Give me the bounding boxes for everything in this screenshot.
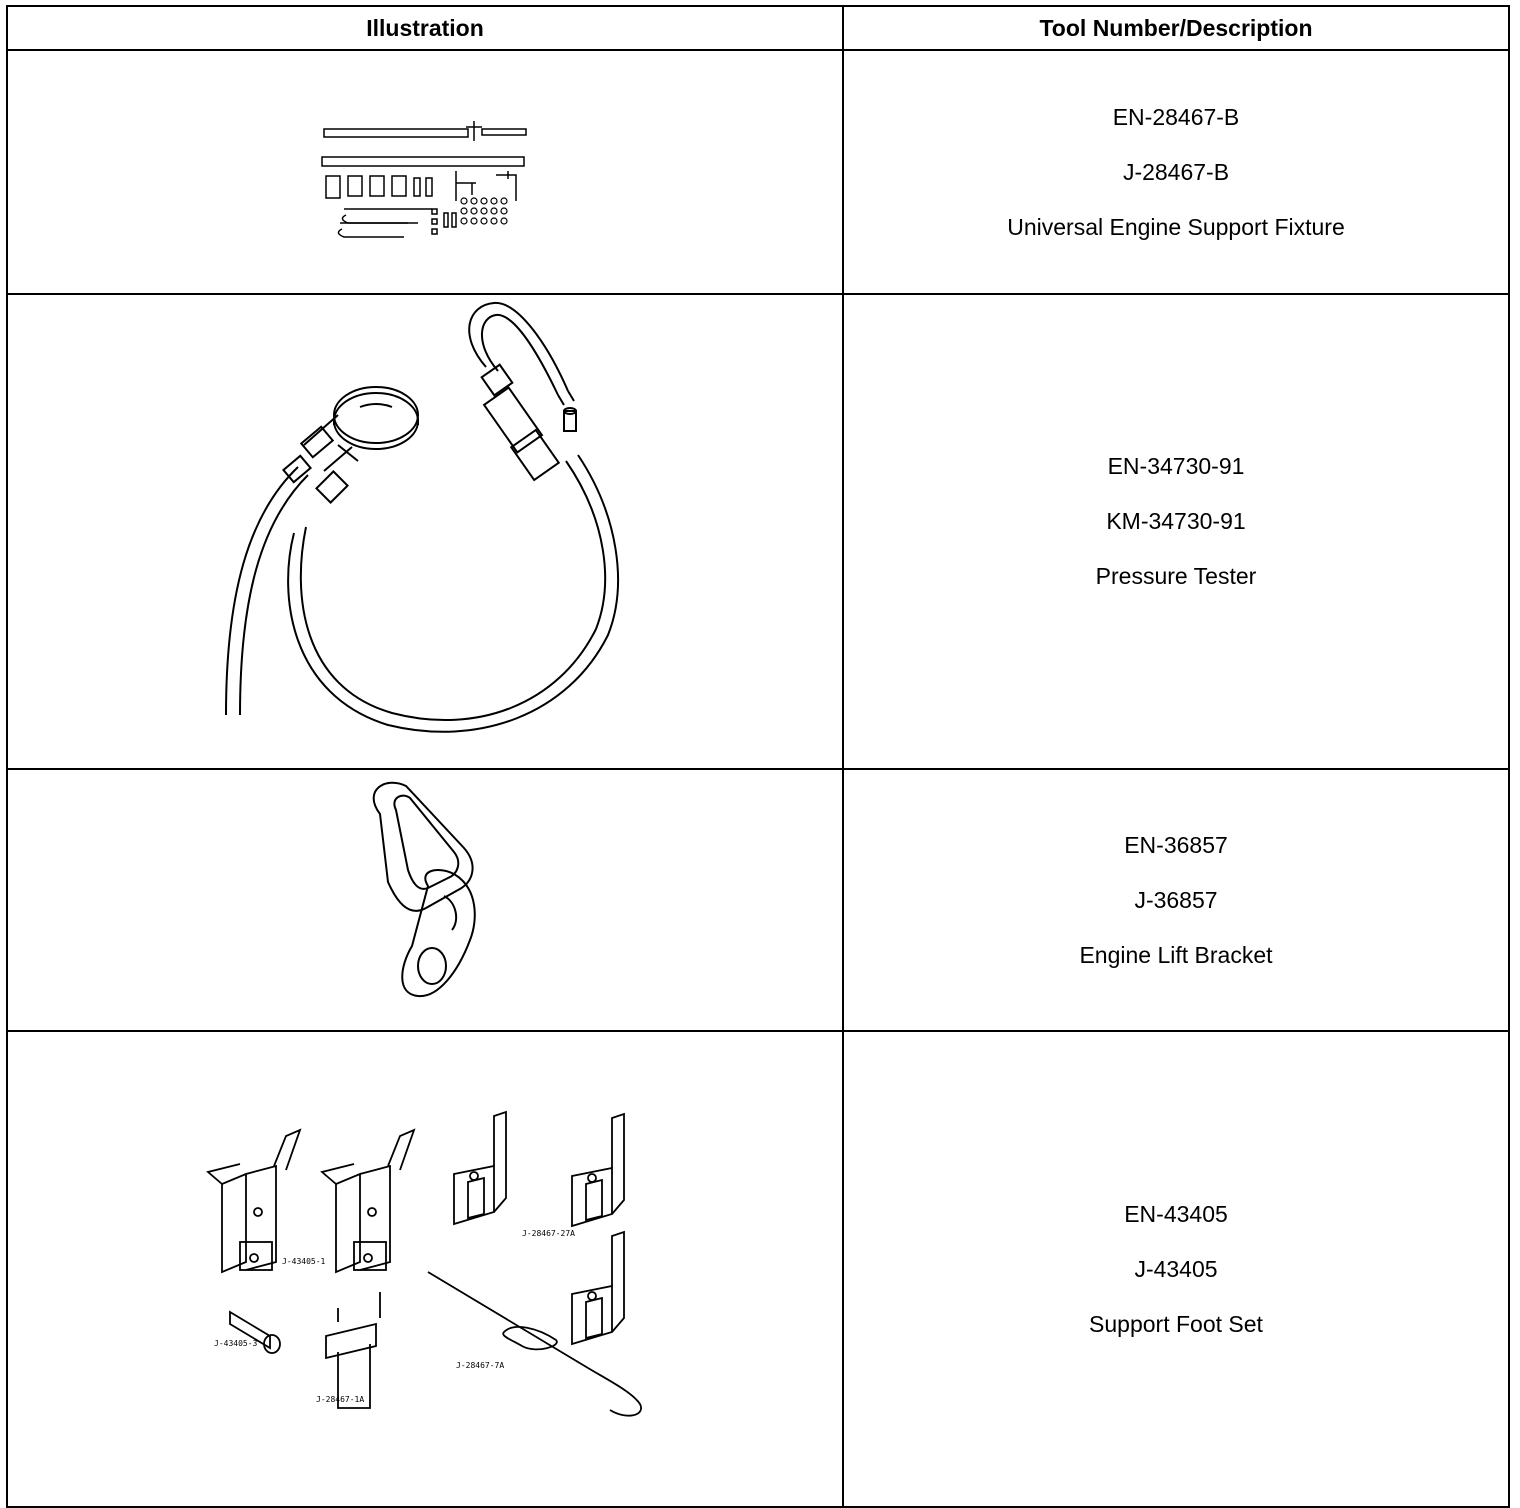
description-cell (843, 1031, 1509, 1507)
table-row (7, 769, 1509, 1031)
tool-table (6, 5, 1510, 1508)
description-cell (843, 50, 1509, 294)
pressure-tester-illustration (8, 295, 844, 768)
header-illustration: Illustration (7, 6, 843, 50)
tool-number-en: EN-43405 (1124, 1200, 1228, 1227)
tool-number-alt: J-28467-B (1122, 158, 1230, 185)
tool-description: Universal Engine Support Fixture (1007, 213, 1345, 240)
part-labels (214, 1229, 575, 1404)
description-cell (843, 294, 1509, 769)
part-label: J-43405-3 (214, 1339, 258, 1348)
illustration-cell (7, 50, 843, 294)
illustration-cell (7, 769, 843, 1031)
illustration-cell (7, 294, 843, 769)
illustration-cell (7, 1031, 843, 1507)
part-label: J-43405-1 (282, 1257, 326, 1266)
tool-number-alt: J-43405 (1134, 1255, 1218, 1282)
tool-number-en: EN-34730-91 (1107, 453, 1245, 479)
tool-description: Pressure Tester (1095, 563, 1257, 589)
tool-number-en: EN-36857 (1124, 831, 1228, 858)
tool-number-alt: J-36857 (1134, 886, 1218, 913)
tool-description: Engine Lift Bracket (1079, 941, 1273, 968)
support-foot-set-illustration (8, 1032, 844, 1506)
table-row (7, 1031, 1509, 1507)
table-row (7, 50, 1509, 294)
part-label: J-28467-27A (522, 1229, 575, 1238)
table-row (7, 294, 1509, 769)
tool-description: Support Foot Set (1089, 1310, 1263, 1337)
tool-number-en: EN-28467-B (1112, 103, 1240, 130)
engine-lift-bracket-illustration (8, 770, 844, 1030)
tool-number-alt: KM-34730-91 (1106, 508, 1246, 534)
part-label: J-28467-7A (456, 1361, 505, 1370)
description-cell (843, 769, 1509, 1031)
engine-support-fixture-illustration (8, 51, 844, 293)
part-label: J-28467-1A (316, 1395, 365, 1404)
header-row (7, 6, 1509, 50)
header-tool-number: Tool Number/Description (843, 6, 1509, 50)
